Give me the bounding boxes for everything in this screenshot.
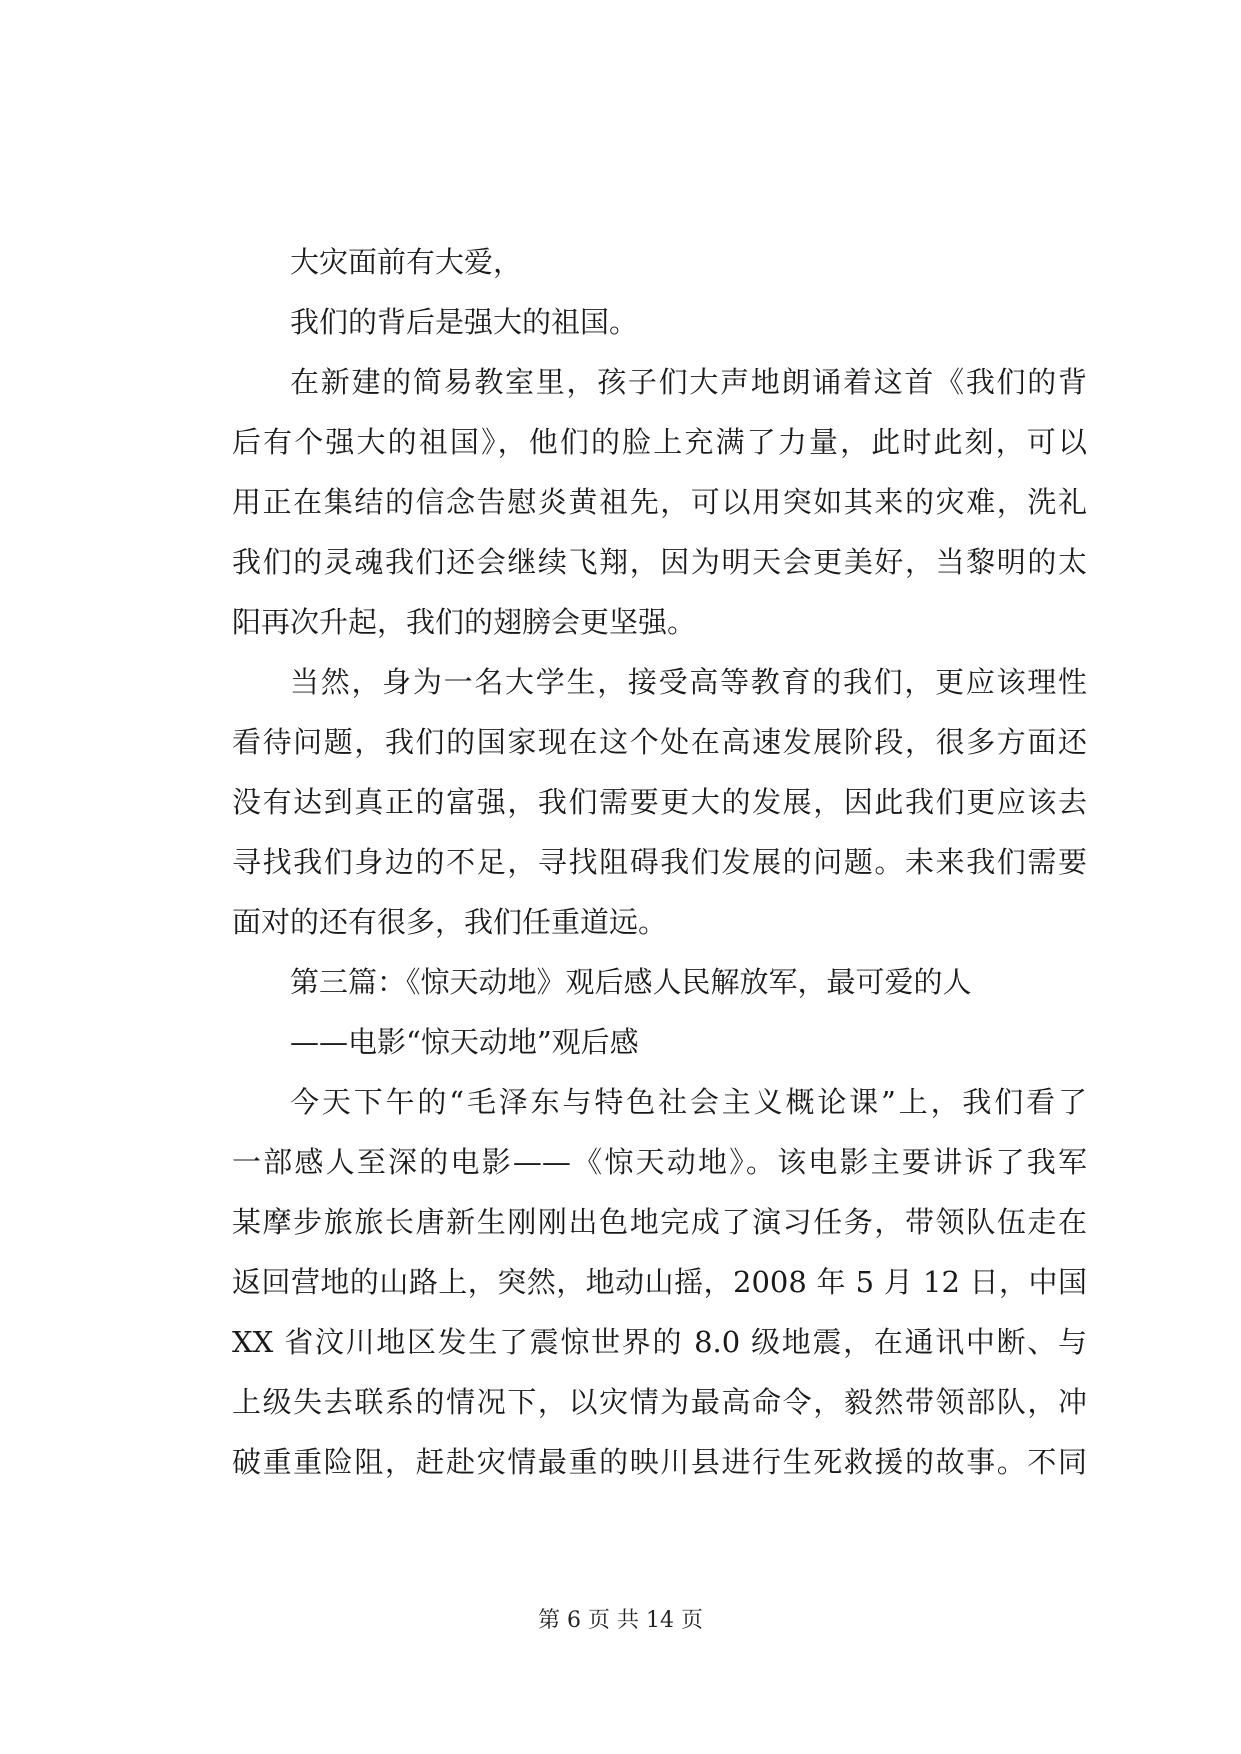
text-line: 一部感人至深的电影——《惊天动地》。该电影主要讲诉了我军 xyxy=(232,1145,1087,1179)
text-line: 上级失去联系的情况下，以灾情为最高命令，毅然带领部队，冲 xyxy=(232,1385,1087,1419)
text-line: 今天下午的“毛泽东与特色社会主义概论课”上，我们看了 xyxy=(290,1085,1087,1119)
document-body xyxy=(232,232,1087,1492)
text-line: 返回营地的山路上，突然，地动山摇，2008 年 5 月 12 日，中国 xyxy=(232,1265,1087,1299)
text-line: 面对的还有很多，我们任重道远。 xyxy=(232,905,668,939)
text-line: 没有达到真正的富强，我们需要更大的发展，因此我们更应该去 xyxy=(232,785,1087,819)
text-line: XX 省汶川地区发生了震惊世界的 8.0 级地震，在通讯中断、与 xyxy=(232,1325,1087,1359)
text-line: 我们的背后是强大的祖国。 xyxy=(290,305,639,339)
text-line: 后有个强大的祖国》，他们的脸上充满了力量，此时此刻，可以 xyxy=(232,425,1087,459)
text-line: 我们的灵魂我们还会继续飞翔，因为明天会更美好，当黎明的太 xyxy=(232,545,1087,579)
text-line: 大灾面前有大爱， xyxy=(290,245,523,279)
text-line: 第三篇：《惊天动地》观后感人民解放军，最可爱的人 xyxy=(290,965,972,999)
paragraph xyxy=(232,292,1087,352)
text-line: 某摩步旅旅长唐新生刚刚出色地完成了演习任务，带领队伍走在 xyxy=(232,1205,1087,1239)
paragraph xyxy=(232,1072,1087,1492)
text-line: 当然，身为一名大学生，接受高等教育的我们，更应该理性 xyxy=(290,665,1087,699)
paragraph xyxy=(232,1012,1087,1072)
page-footer: 第 6 页 共 14 页 xyxy=(538,1608,703,1633)
text-line: 在新建的简易教室里，孩子们大声地朗诵着这首《我们的背 xyxy=(290,365,1087,399)
text-line: 破重重险阻，赶赴灾情最重的映川县进行生死救援的故事。不同 xyxy=(232,1445,1087,1479)
text-line: 用正在集结的信念告慰炎黄祖先，可以用突如其来的灾难，洗礼 xyxy=(232,485,1087,519)
paragraph xyxy=(232,952,1087,1012)
text-line: 寻找我们身边的不足，寻找阻碍我们发展的问题。未来我们需要 xyxy=(232,845,1087,879)
paragraph xyxy=(232,232,1087,292)
text-line: 阳再次升起，我们的翅膀会更坚强。 xyxy=(232,605,697,639)
text-line: ——电影“惊天动地”观后感 xyxy=(290,1025,639,1059)
text-line: 看待问题，我们的国家现在这个处在高速发展阶段，很多方面还 xyxy=(232,725,1087,759)
paragraph xyxy=(232,652,1087,952)
paragraph xyxy=(232,352,1087,652)
